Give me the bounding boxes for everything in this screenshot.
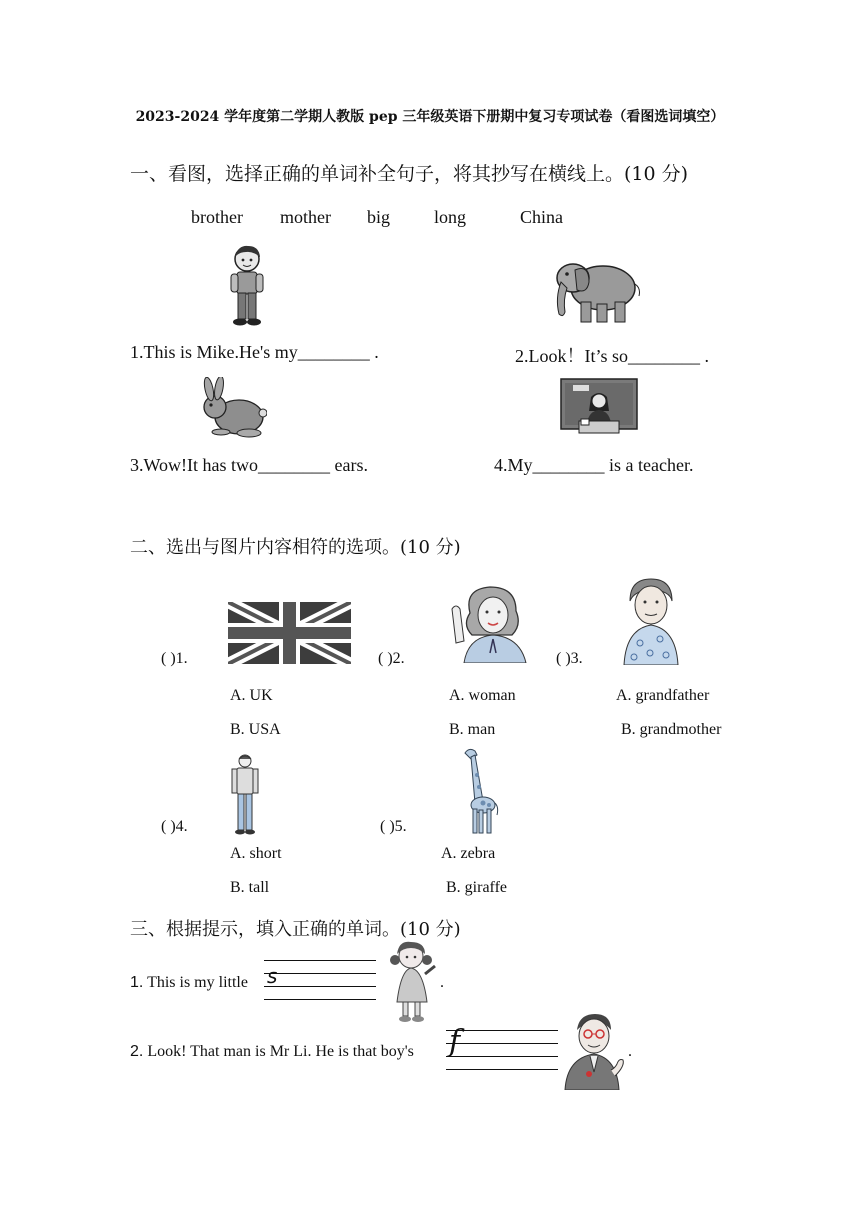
option-2b: B. man — [449, 721, 496, 738]
word-option: long — [434, 207, 467, 227]
word-option: mother — [280, 207, 331, 227]
option-3b: B. grandmother — [621, 721, 722, 738]
answer-paren-1: ( )1. — [161, 650, 188, 667]
writing-line — [446, 1056, 558, 1057]
man-illustration — [563, 1012, 629, 1090]
word-option: China — [520, 207, 563, 227]
question-number: 1. — [130, 974, 144, 991]
answer-paren-2: ( )2. — [378, 650, 405, 667]
writing-line — [446, 1043, 558, 1044]
woman-illustration — [450, 583, 536, 663]
option-1a: A. UK — [230, 687, 273, 704]
boy-illustration — [226, 243, 268, 327]
writing-line — [264, 973, 376, 974]
answer-paren-3: ( )3. — [556, 650, 583, 667]
elephant-illustration — [553, 254, 643, 326]
grandmother-illustration — [620, 577, 682, 665]
word-option: big — [367, 207, 391, 227]
giraffe-illustration — [459, 745, 499, 835]
fill-question-1 — [130, 974, 248, 992]
option-4a: A. short — [230, 845, 282, 862]
writing-line — [264, 960, 376, 961]
option-4b: B. tall — [230, 879, 270, 896]
question-2: 2.Look！It’s so________ . — [515, 346, 710, 366]
writing-line — [446, 1030, 558, 1031]
option-2a: A. woman — [449, 687, 516, 704]
girl-illustration — [385, 940, 439, 1024]
answer-paren-5: ( )5. — [380, 818, 407, 835]
writing-line — [264, 986, 376, 987]
tall-man-illustration — [228, 753, 262, 835]
question-3: 3.Wow!It has two________ ears. — [130, 455, 369, 475]
writing-line — [446, 1069, 558, 1070]
answer-paren-4: ( )4. — [161, 818, 188, 835]
question-text: This is my little — [147, 974, 248, 991]
option-5b: B. giraffe — [446, 879, 508, 896]
fill-question-2 — [130, 1043, 414, 1061]
page-title: 2023-2024 学年度第二学期人教版 pep 三年级英语下册期中复习专项试卷（看图选词填空） — [135, 109, 725, 125]
question-text: Look! That man is Mr Li. He is that boy's — [147, 1043, 414, 1060]
section-2-heading: 二、选出与图片内容相符的选项。(10 分) — [130, 537, 461, 558]
section-1-heading: 一、看图，选择正确的单词补全句子，将其抄写在横线上。(10 分) — [130, 163, 689, 185]
uk-flag-illustration — [228, 602, 351, 664]
word-option: brother — [191, 207, 243, 227]
sentence-end-1: . — [440, 974, 444, 991]
teacher-illustration — [559, 377, 639, 437]
option-1b: B. USA — [230, 721, 281, 738]
hint-letter-f: f — [449, 1024, 461, 1059]
option-3a: A. grandfather — [616, 687, 710, 704]
question-number: 2. — [130, 1043, 144, 1060]
rabbit-illustration — [199, 377, 267, 439]
hint-letter-s: s — [267, 964, 278, 988]
section-3-heading: 三、根据提示，填入正确的单词。(10 分) — [130, 919, 461, 940]
sentence-end-2: . — [628, 1043, 632, 1060]
writing-line — [264, 999, 376, 1000]
question-1: 1.This is Mike.He's my________ . — [130, 342, 379, 362]
option-5a: A. zebra — [441, 845, 496, 862]
question-4: 4.My________ is a teacher. — [494, 455, 694, 475]
